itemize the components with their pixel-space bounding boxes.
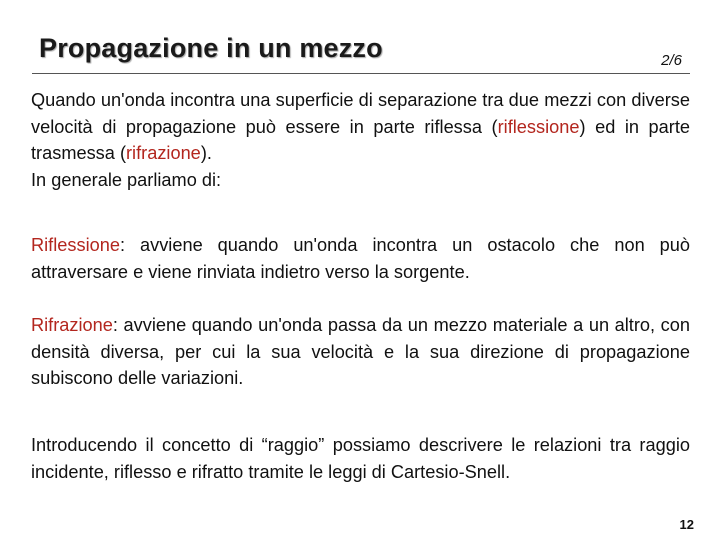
reflection-term: Riflessione [31, 235, 120, 255]
reflection-definition: : avviene quando un'onda incontra un ostacolo che non può attraversare e viene rinviata indietro verso la sorgente. [31, 235, 690, 282]
term-rifrazione: rifrazione [126, 143, 201, 163]
title-divider [32, 73, 690, 74]
intro-text-middle: ) ed in parte trasmessa ( [31, 116, 691, 163]
refraction-definition: : avviene quando un'onda passa da un mezzo materiale a un altro, con densità diversa, per cui la sua velocità e la sua direzione di propagazione subiscono delle variazioni. [31, 315, 690, 388]
intro-text-start: Quando un'onda incontra una superficie di separazione tra due mezzi con diverse velocità di propagazione può essere in parte riflessa ( [31, 90, 690, 137]
refraction-term: Rifrazione [31, 315, 113, 335]
intro-text-end: ). [200, 143, 212, 163]
refraction-paragraph [31, 312, 690, 392]
term-riflessione: riflessione [497, 116, 580, 137]
slide-index: 2/6 [661, 52, 682, 69]
conclusion-paragraph: Introducendo il concetto di “raggio” possiamo descrivere le relazioni tra raggio incidente, riflesso e rifratto tramite le leggi di Cartesio-Snell. [31, 435, 690, 482]
page-number: 12 [679, 517, 694, 532]
intro-lead-in: In generale parliamo di: [31, 169, 222, 190]
intro-paragraph [31, 87, 690, 193]
reflection-paragraph [31, 232, 690, 285]
page-title: Propagazione in un mezzo [39, 33, 383, 63]
